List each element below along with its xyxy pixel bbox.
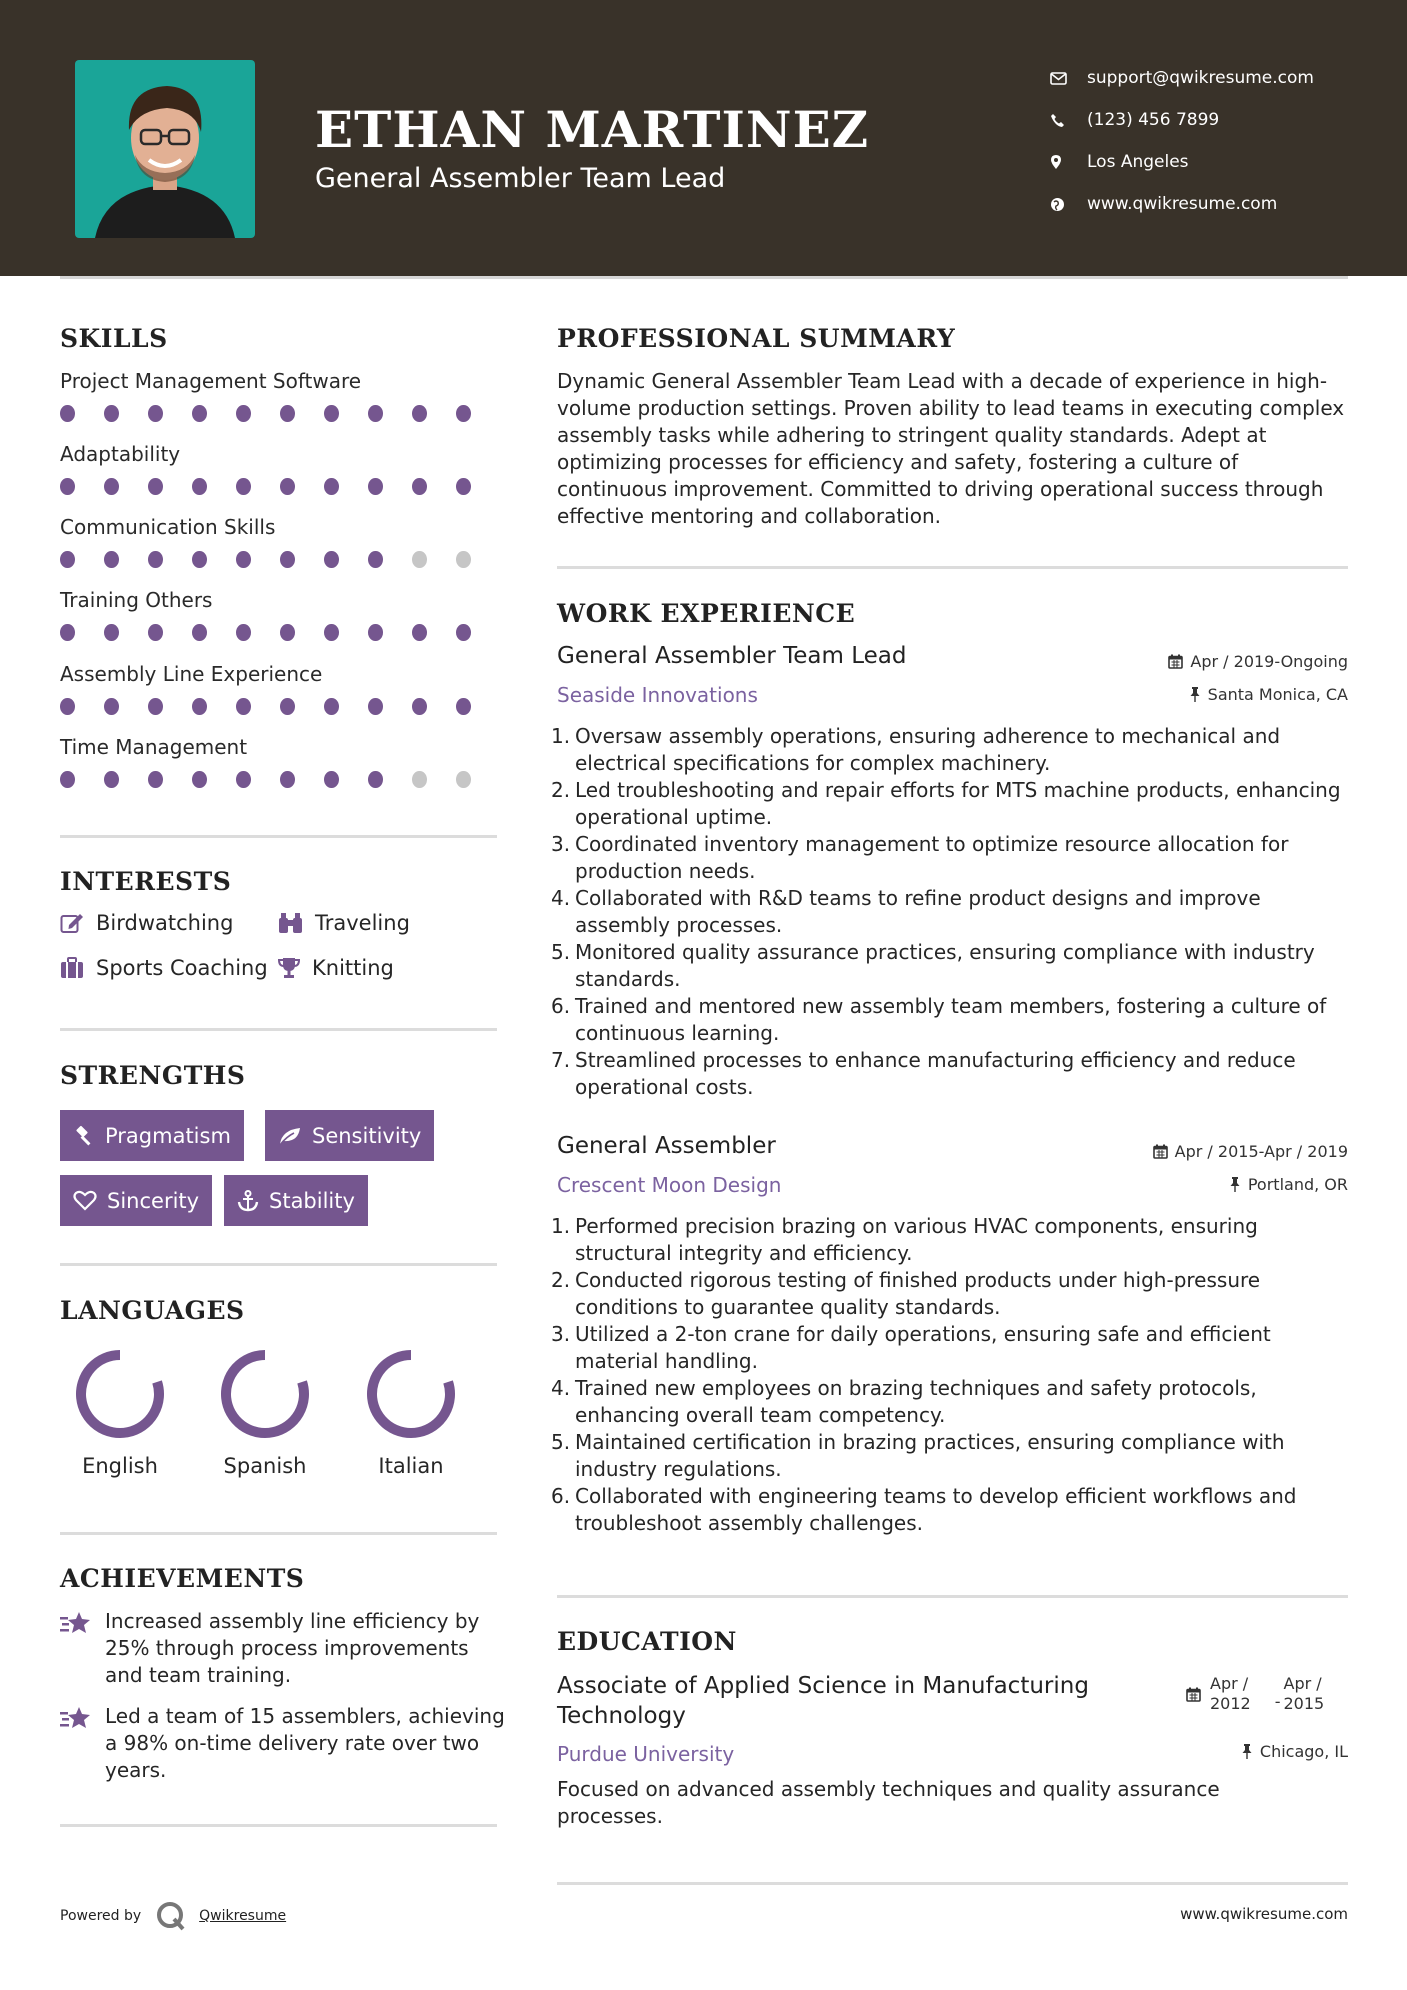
job-bullet bbox=[551, 831, 1355, 885]
summary-title: PROFESSIONAL SUMMARY bbox=[557, 324, 956, 353]
candidate-name: ETHAN MARTINEZ bbox=[315, 100, 870, 159]
section-divider bbox=[557, 566, 1348, 569]
contact-email-text: support@qwikresume.com bbox=[1087, 68, 1314, 88]
contact-phone[interactable] bbox=[1050, 99, 1314, 141]
section-divider bbox=[60, 1532, 497, 1535]
calendar-icon bbox=[1168, 654, 1183, 669]
language-gauge-arc bbox=[81, 1355, 159, 1433]
rating-dot-filled bbox=[368, 551, 383, 568]
rating-dot-filled bbox=[192, 771, 207, 788]
bullet-number: 6. bbox=[551, 994, 571, 1018]
map-pin-icon bbox=[1050, 154, 1062, 170]
job-location-text: Santa Monica, CA bbox=[1207, 685, 1348, 704]
powered-by-text: Powered by bbox=[60, 1908, 142, 1924]
rating-dot-filled bbox=[456, 405, 471, 422]
bullet-number: 5. bbox=[551, 1430, 571, 1454]
achievement-text: Led a team of 15 assemblers, achieving a 98% on-time delivery rate over two years. bbox=[105, 1704, 505, 1782]
rating-dot-filled bbox=[368, 698, 383, 715]
contact-list bbox=[1050, 57, 1314, 225]
rating-dot-filled bbox=[192, 478, 207, 495]
rating-dot-filled bbox=[280, 698, 295, 715]
interest-label: Knitting bbox=[312, 956, 394, 980]
bullet-text: Coordinated inventory management to optimize resource allocation for production needs. bbox=[575, 832, 1289, 883]
skill-item bbox=[60, 662, 500, 715]
leaf-icon bbox=[278, 1126, 302, 1146]
education-title: EDUCATION bbox=[557, 1627, 737, 1656]
bullet-number: 4. bbox=[551, 886, 571, 910]
bullet-text: Maintained certification in brazing practices, ensuring compliance with industry regulations. bbox=[575, 1430, 1285, 1481]
job-dates bbox=[1168, 652, 1348, 671]
bullet-text: Utilized a 2-ton crane for daily operations, ensuring safe and efficient material handling. bbox=[575, 1322, 1271, 1373]
skills-title: SKILLS bbox=[60, 324, 168, 353]
language-label: English bbox=[82, 1454, 158, 1478]
envelope-icon bbox=[1050, 72, 1067, 85]
bullet-number: 7. bbox=[551, 1048, 571, 1072]
rating-dot-filled bbox=[60, 698, 75, 715]
section-divider bbox=[60, 1263, 497, 1266]
skill-item bbox=[60, 369, 500, 422]
bullet-text: Collaborated with engineering teams to develop efficient workflows and troubleshoot assembly challenges. bbox=[575, 1484, 1297, 1535]
rating-dot-filled bbox=[324, 405, 339, 422]
bullet-number: 5. bbox=[551, 940, 571, 964]
interest-item bbox=[60, 911, 233, 935]
bullet-number: 3. bbox=[551, 1322, 571, 1346]
shooting-star-icon bbox=[60, 1610, 92, 1636]
rating-dot-filled bbox=[104, 771, 119, 788]
summary-text: Dynamic General Assembler Team Lead with a decade of experience in high-volume production settings. Proven ability to lead teams in executing complex assembly tasks while adhering to stringent quality standards. Adept at optimizing processes for efficiency and safety, fostering a culture of continuous improvement. Committed to driving operational success through effective mentoring and collaboration. bbox=[557, 369, 1345, 528]
pushpin-icon bbox=[1229, 1177, 1241, 1192]
briefcase-icon bbox=[60, 957, 84, 979]
rating-dot-filled bbox=[104, 698, 119, 715]
skill-item bbox=[60, 588, 500, 641]
language-label: Spanish bbox=[223, 1454, 307, 1478]
job-location-text: Portland, OR bbox=[1247, 1175, 1348, 1194]
rating-dot-filled bbox=[236, 405, 251, 422]
rating-dot-filled bbox=[456, 478, 471, 495]
rating-dot-filled bbox=[192, 405, 207, 422]
rating-dot-filled bbox=[324, 771, 339, 788]
anchor-icon bbox=[237, 1190, 259, 1212]
rating-dot-filled bbox=[280, 771, 295, 788]
skill-rating bbox=[60, 405, 500, 422]
job-dates bbox=[1153, 1142, 1348, 1161]
rating-dot-filled bbox=[368, 478, 383, 495]
section-divider bbox=[60, 1824, 497, 1827]
skill-rating bbox=[60, 551, 500, 568]
bullet-text: Trained new employees on brazing techniques and safety protocols, enhancing overall team competency. bbox=[575, 1376, 1257, 1427]
avatar-icon bbox=[75, 60, 255, 238]
job-bullet bbox=[551, 723, 1355, 777]
rating-dot-filled bbox=[148, 551, 163, 568]
rating-dot-filled bbox=[324, 698, 339, 715]
rating-dot-filled bbox=[456, 624, 471, 641]
pushpin-icon bbox=[1241, 1744, 1253, 1759]
job-dates-text: Apr / 2019-Ongoing bbox=[1190, 652, 1348, 671]
job-bullets bbox=[551, 1213, 1355, 1537]
rating-dot-filled bbox=[368, 405, 383, 422]
contact-email[interactable] bbox=[1050, 57, 1314, 99]
rating-dot-filled bbox=[280, 405, 295, 422]
achievements-title: ACHIEVEMENTS bbox=[60, 1564, 305, 1593]
rating-dot-filled bbox=[192, 551, 207, 568]
education-location-text: Chicago, IL bbox=[1259, 1742, 1348, 1761]
qwikresume-link[interactable]: Qwikresume bbox=[199, 1908, 287, 1924]
skill-label: Adaptability bbox=[60, 442, 181, 466]
job-bullet bbox=[551, 1429, 1355, 1483]
interest-label: Sports Coaching bbox=[96, 956, 268, 980]
job-bullet bbox=[551, 939, 1355, 993]
bullet-number: 4. bbox=[551, 1376, 571, 1400]
strength-label: Stability bbox=[269, 1188, 355, 1213]
education-start bbox=[1210, 1674, 1251, 1714]
rating-dot-filled bbox=[280, 551, 295, 568]
rating-dot-filled bbox=[324, 624, 339, 641]
contact-location-text: Los Angeles bbox=[1087, 152, 1189, 172]
interest-label: Birdwatching bbox=[96, 911, 234, 935]
section-divider bbox=[60, 835, 497, 838]
phone-icon bbox=[1050, 113, 1065, 128]
heart-icon bbox=[73, 1190, 97, 1211]
job-dates-text: Apr / 2015-Apr / 2019 bbox=[1174, 1142, 1348, 1161]
job-title: General Assembler Team Lead bbox=[557, 643, 907, 669]
rating-dot-filled bbox=[412, 478, 427, 495]
qwikresume-logo-icon bbox=[155, 1900, 187, 1932]
rating-dot-filled bbox=[456, 698, 471, 715]
calendar-icon bbox=[1153, 1144, 1168, 1159]
achievement-item bbox=[60, 1608, 505, 1689]
section-divider bbox=[60, 1028, 497, 1031]
section-divider bbox=[557, 1595, 1348, 1598]
interest-label: Traveling bbox=[315, 911, 410, 935]
strength-label: Sensitivity bbox=[312, 1123, 422, 1148]
rating-dot-filled bbox=[60, 771, 75, 788]
bullet-text: Monitored quality assurance practices, ensuring compliance with industry standards. bbox=[575, 940, 1315, 991]
binoculars-icon bbox=[278, 912, 303, 934]
rating-dot-filled bbox=[412, 698, 427, 715]
rating-dot-empty bbox=[412, 771, 427, 788]
bullet-text: Oversaw assembly operations, ensuring adherence to mechanical and electrical specifications for complex machinery. bbox=[575, 724, 1281, 775]
rating-dot-filled bbox=[104, 478, 119, 495]
education-date-separator: - bbox=[1274, 1691, 1281, 1711]
achievement-text: Increased assembly line efficiency by 25% through process improvements and team training. bbox=[105, 1609, 480, 1687]
job-bullet bbox=[551, 777, 1355, 831]
rating-dot-filled bbox=[192, 698, 207, 715]
rating-dot-filled bbox=[236, 551, 251, 568]
resume-header bbox=[0, 0, 1407, 276]
school-name: Purdue University bbox=[557, 1742, 735, 1766]
education-start-year: 2012 bbox=[1210, 1694, 1251, 1713]
rating-dot-filled bbox=[280, 478, 295, 495]
language-item bbox=[60, 1348, 180, 1478]
pushpin-icon bbox=[1189, 687, 1201, 702]
language-label: Italian bbox=[378, 1454, 444, 1478]
rating-dot-filled bbox=[148, 624, 163, 641]
trophy-icon bbox=[278, 957, 300, 979]
rating-dot-filled bbox=[236, 624, 251, 641]
rating-dot-filled bbox=[60, 624, 75, 641]
degree-line: Technology bbox=[557, 1703, 686, 1729]
contact-location bbox=[1050, 141, 1314, 183]
job-bullet bbox=[551, 1321, 1355, 1375]
rating-dot-filled bbox=[236, 771, 251, 788]
bullet-number: 2. bbox=[551, 1268, 571, 1292]
rating-dot-filled bbox=[280, 624, 295, 641]
language-gauge bbox=[74, 1348, 166, 1440]
rating-dot-filled bbox=[412, 624, 427, 641]
profile-photo bbox=[75, 60, 255, 238]
bullet-text: Led troubleshooting and repair efforts for MTS machine products, enhancing operational uptime. bbox=[575, 778, 1341, 829]
bullet-number: 1. bbox=[551, 724, 571, 748]
rating-dot-filled bbox=[104, 551, 119, 568]
header-divider bbox=[60, 276, 1348, 279]
globe-icon bbox=[1050, 197, 1065, 212]
language-item bbox=[205, 1348, 325, 1478]
strength-tag bbox=[60, 1110, 244, 1161]
gavel-icon bbox=[73, 1125, 95, 1147]
bullet-text: Collaborated with R&D teams to refine product designs and improve assembly processes. bbox=[575, 886, 1261, 937]
rating-dot-filled bbox=[412, 405, 427, 422]
language-gauge-arc bbox=[372, 1355, 450, 1433]
bullet-number: 3. bbox=[551, 832, 571, 856]
calendar-icon bbox=[1186, 1687, 1201, 1702]
skill-rating bbox=[60, 624, 500, 641]
strengths-title: STRENGTHS bbox=[60, 1061, 246, 1090]
language-item bbox=[351, 1348, 471, 1478]
edit-icon bbox=[60, 912, 84, 934]
rating-dot-filled bbox=[104, 624, 119, 641]
contact-website-text: www.qwikresume.com bbox=[1087, 194, 1278, 214]
rating-dot-filled bbox=[60, 405, 75, 422]
rating-dot-empty bbox=[412, 551, 427, 568]
rating-dot-empty bbox=[456, 551, 471, 568]
rating-dot-empty bbox=[456, 771, 471, 788]
contact-website[interactable] bbox=[1050, 183, 1314, 225]
footer-url[interactable]: www.qwikresume.com bbox=[1180, 1905, 1348, 1923]
education-start-month: Apr / bbox=[1210, 1674, 1249, 1693]
rating-dot-filled bbox=[148, 698, 163, 715]
skill-item bbox=[60, 515, 500, 568]
languages-title: LANGUAGES bbox=[60, 1296, 245, 1325]
strength-tag bbox=[60, 1175, 212, 1226]
bullet-text: Performed precision brazing on various HVAC components, ensuring structural integrity and efficiency. bbox=[575, 1214, 1258, 1265]
company-name: Seaside Innovations bbox=[557, 683, 758, 707]
skill-rating bbox=[60, 478, 500, 495]
language-gauge-arc bbox=[226, 1355, 304, 1433]
bullet-text: Conducted rigorous testing of finished products under high-pressure conditions to guarantee quality standards. bbox=[575, 1268, 1261, 1319]
skill-rating bbox=[60, 771, 500, 788]
rating-dot-filled bbox=[236, 478, 251, 495]
experience-title: WORK EXPERIENCE bbox=[557, 599, 856, 628]
skill-label: Time Management bbox=[60, 735, 248, 759]
education-description: Focused on advanced assembly techniques and quality assurance processes. bbox=[557, 1777, 1220, 1828]
bullet-text: Streamlined processes to enhance manufacturing efficiency and reduce operational costs. bbox=[575, 1048, 1296, 1099]
rating-dot-filled bbox=[368, 624, 383, 641]
education-location bbox=[1241, 1742, 1348, 1761]
rating-dot-filled bbox=[104, 405, 119, 422]
interest-item bbox=[60, 956, 268, 980]
bullet-text: Trained and mentored new assembly team members, fostering a culture of continuous learning. bbox=[575, 994, 1327, 1045]
strength-tag bbox=[265, 1110, 434, 1161]
skill-label: Training Others bbox=[60, 588, 213, 612]
education-end-year: 2015 bbox=[1283, 1694, 1325, 1713]
rating-dot-filled bbox=[148, 771, 163, 788]
company-name: Crescent Moon Design bbox=[557, 1173, 782, 1197]
rating-dot-filled bbox=[324, 551, 339, 568]
bullet-number: 6. bbox=[551, 1484, 571, 1508]
skill-label: Communication Skills bbox=[60, 515, 276, 539]
job-bullet bbox=[551, 885, 1355, 939]
rating-dot-filled bbox=[148, 478, 163, 495]
job-location bbox=[1229, 1175, 1348, 1194]
rating-dot-filled bbox=[60, 551, 75, 568]
job-bullet bbox=[551, 993, 1355, 1047]
language-gauge bbox=[365, 1348, 457, 1440]
job-bullets bbox=[551, 723, 1355, 1101]
education-dates bbox=[1186, 1674, 1324, 1714]
rating-dot-filled bbox=[324, 478, 339, 495]
job-bullet bbox=[551, 1267, 1355, 1321]
degree-title bbox=[557, 1671, 1089, 1731]
skill-label: Assembly Line Experience bbox=[60, 662, 323, 686]
language-gauge bbox=[219, 1348, 311, 1440]
bullet-number: 2. bbox=[551, 778, 571, 802]
job-bullet bbox=[551, 1375, 1355, 1429]
rating-dot-filled bbox=[192, 624, 207, 641]
footer-powered-by bbox=[60, 1900, 286, 1932]
candidate-role: General Assembler Team Lead bbox=[315, 163, 726, 194]
rating-dot-filled bbox=[60, 478, 75, 495]
interests-title: INTERESTS bbox=[60, 867, 232, 896]
skill-item bbox=[60, 442, 500, 495]
degree-line: Associate of Applied Science in Manufacturing bbox=[557, 1673, 1089, 1699]
contact-phone-text: (123) 456 7899 bbox=[1087, 110, 1220, 130]
skill-rating bbox=[60, 698, 500, 715]
skill-label: Project Management Software bbox=[60, 369, 362, 393]
education-end-month: Apr / bbox=[1283, 1674, 1322, 1693]
education-end bbox=[1284, 1674, 1325, 1714]
skill-item bbox=[60, 735, 500, 788]
bullet-number: 1. bbox=[551, 1214, 571, 1238]
rating-dot-filled bbox=[368, 771, 383, 788]
job-title: General Assembler bbox=[557, 1133, 776, 1159]
job-bullet bbox=[551, 1047, 1355, 1101]
strength-label: Sincerity bbox=[107, 1188, 200, 1213]
rating-dot-filled bbox=[236, 698, 251, 715]
rating-dot-filled bbox=[148, 405, 163, 422]
section-divider bbox=[557, 1882, 1348, 1885]
achievement-item bbox=[60, 1703, 505, 1784]
shooting-star-icon bbox=[60, 1705, 92, 1731]
strength-label: Pragmatism bbox=[105, 1123, 231, 1148]
strength-tag bbox=[224, 1175, 368, 1226]
job-bullet bbox=[551, 1483, 1355, 1537]
job-bullet bbox=[551, 1213, 1355, 1267]
job-location bbox=[1189, 685, 1348, 704]
interest-item bbox=[278, 956, 394, 980]
interest-item bbox=[278, 911, 410, 935]
